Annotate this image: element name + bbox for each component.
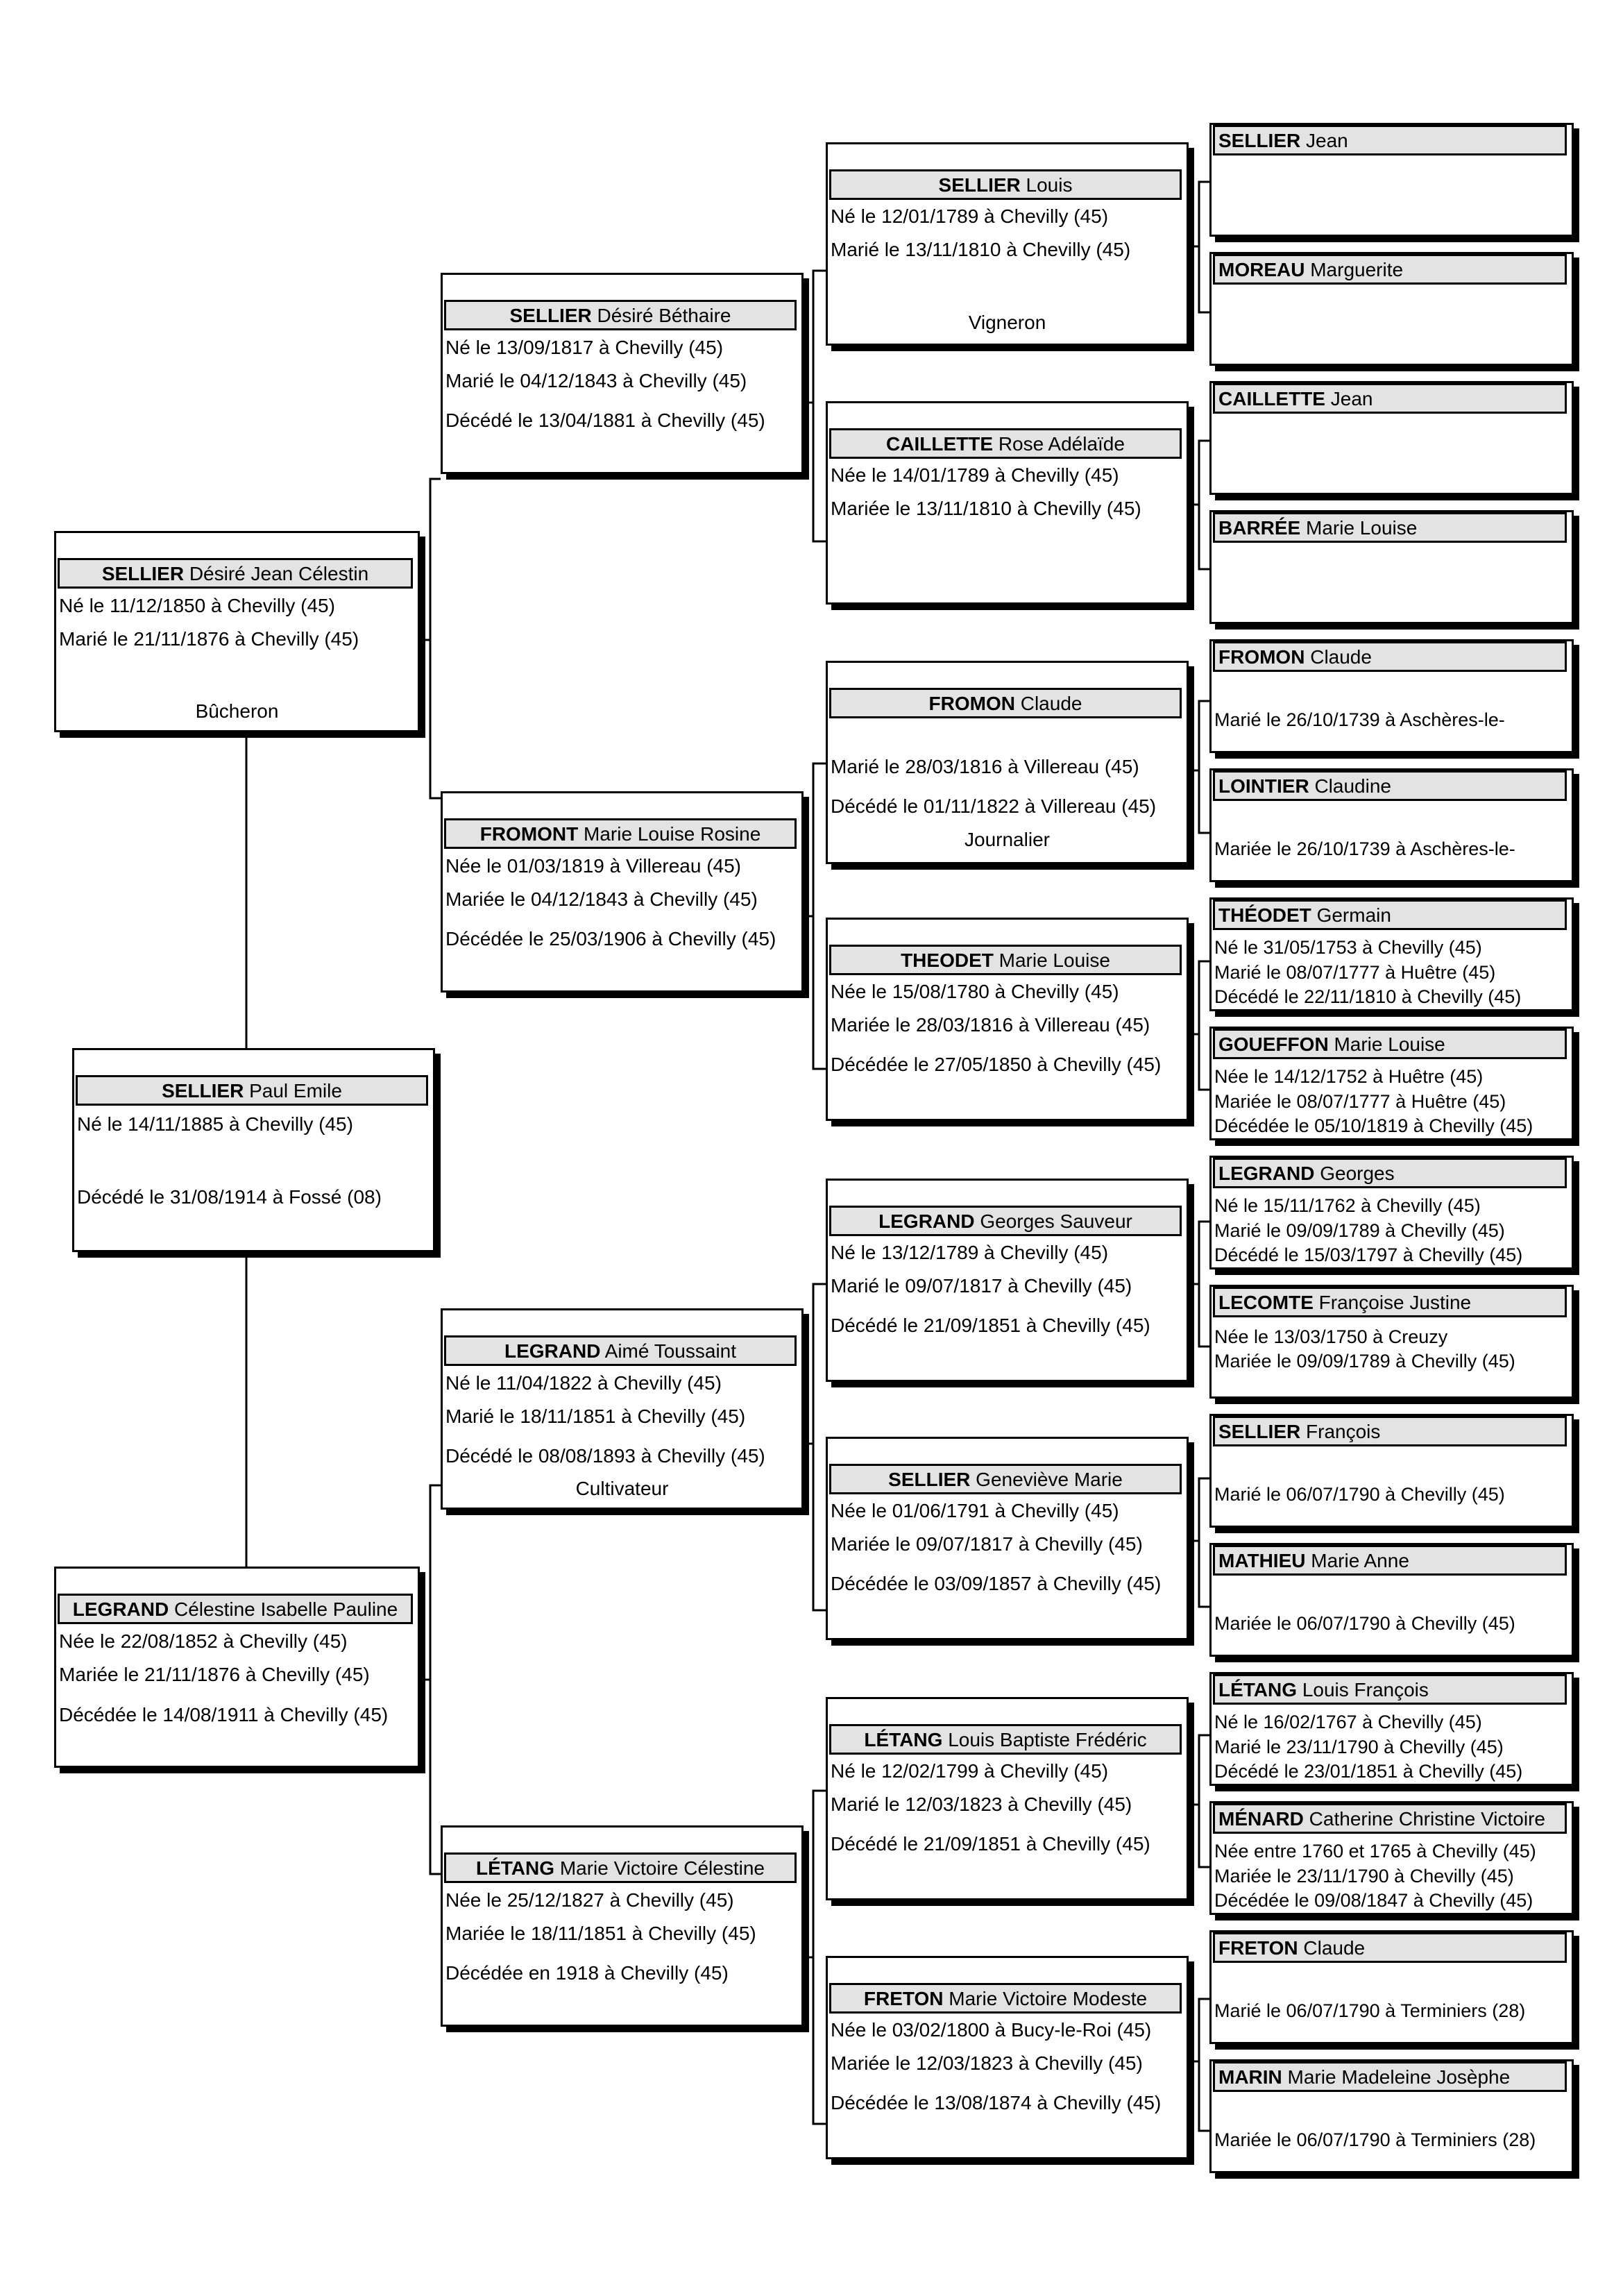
person-box-gen4[interactable]: [826, 1179, 1189, 1382]
marriage-line: Marié le 08/07/1777 à Huêtre (45): [1214, 962, 1496, 983]
birth-line: Né le 31/05/1753 à Chevilly (45): [1214, 937, 1482, 958]
connector-line: [420, 1485, 441, 1874]
death-line: Décédé le 13/04/1881 à Chevilly (45): [445, 410, 765, 431]
person-box-gen5[interactable]: [1209, 639, 1574, 753]
death-line: Décédé le 23/01/1851 à Chevilly (45): [1214, 1761, 1523, 1782]
birth-line: Née le 01/03/1819 à Villereau (45): [445, 855, 742, 877]
person-box-gen3[interactable]: [441, 791, 804, 993]
marriage-line: Marié le 12/03/1823 à Chevilly (45): [831, 1793, 1132, 1815]
marriage-line: Mariée le 04/12/1843 à Chevilly (45): [445, 888, 758, 910]
person-box-gen4[interactable]: [826, 661, 1189, 864]
marriage-line: Mariée le 06/07/1790 à Chevilly (45): [1214, 1613, 1515, 1634]
marriage-line: Mariée le 09/07/1817 à Chevilly (45): [831, 1533, 1143, 1555]
person-name: FROMON Claude: [1213, 641, 1567, 672]
person-box-gen5[interactable]: [1209, 1027, 1574, 1140]
person-name: LEGRAND Georges Sauveur: [829, 1206, 1182, 1236]
birth-line: Né le 13/12/1789 à Chevilly (45): [831, 1242, 1109, 1263]
person-name: FROMONT Marie Louise Rosine: [444, 818, 797, 849]
connector-line: [805, 1791, 826, 2124]
person-name: MATHIEU Marie Anne: [1213, 1545, 1567, 1576]
connector-line: [805, 763, 826, 1069]
person-name: LÉTANG Louis Baptiste Frédéric: [829, 1724, 1182, 1755]
person-name: FROMON Claude: [829, 688, 1182, 718]
death-line: Décédée le 14/08/1911 à Chevilly (45): [59, 1704, 389, 1725]
person-box-gen4[interactable]: [826, 142, 1189, 346]
marriage-line: Mariée le 13/11/1810 à Chevilly (45): [831, 498, 1141, 519]
occupation-line: Journalier: [965, 829, 1050, 850]
connector-line: [1190, 1222, 1209, 1347]
connector-line: [1190, 961, 1209, 1090]
death-line: Décédé le 22/11/1810 à Chevilly (45): [1214, 986, 1522, 1007]
marriage-line: Marié le 13/11/1810 à Chevilly (45): [831, 239, 1131, 260]
marriage-line: Marié le 21/11/1876 à Chevilly (45): [59, 628, 359, 650]
connector-line: [1190, 1735, 1209, 1867]
person-name: LEGRAND Aimé Toussaint: [444, 1335, 797, 1366]
marriage-line: Marié le 23/11/1790 à Chevilly (45): [1214, 1737, 1504, 1757]
person-box-gen4[interactable]: [826, 401, 1189, 605]
person-box-gen5[interactable]: [1209, 1156, 1574, 1269]
person-name: LÉTANG Marie Victoire Célestine: [444, 1852, 797, 1883]
birth-line: Née le 13/03/1750 à Creuzy: [1214, 1326, 1448, 1347]
person-name: SELLIER François: [1213, 1416, 1567, 1446]
birth-line: Né le 14/11/1885 à Chevilly (45): [77, 1113, 353, 1135]
marriage-line: Mariée le 26/10/1739 à Aschères-le-: [1214, 838, 1515, 859]
birth-line: Né le 12/02/1799 à Chevilly (45): [831, 1760, 1109, 1782]
marriage-line: Marié le 09/07/1817 à Chevilly (45): [831, 1275, 1132, 1297]
birth-line: Née le 14/12/1752 à Huêtre (45): [1214, 1066, 1484, 1087]
person-name: LEGRAND Georges: [1213, 1158, 1567, 1188]
death-line: Décédé le 08/08/1893 à Chevilly (45): [445, 1445, 765, 1467]
person-name: BARRÉE Marie Louise: [1213, 512, 1567, 543]
marriage-line: Mariée le 21/11/1876 à Chevilly (45): [59, 1664, 370, 1685]
marriage-line: Mariée le 18/11/1851 à Chevilly (45): [445, 1923, 756, 1944]
connector-line: [1190, 1478, 1209, 1607]
occupation-line: Bûcheron: [195, 700, 279, 722]
person-name: SELLIER Paul Emile: [76, 1075, 428, 1106]
person-name: SELLIER Geneviève Marie: [829, 1464, 1182, 1494]
birth-line: Née le 15/08/1780 à Chevilly (45): [831, 981, 1119, 1002]
connector-line: [420, 479, 441, 798]
birth-line: Née le 22/08/1852 à Chevilly (45): [59, 1630, 348, 1652]
death-line: Décédé le 31/08/1914 à Fossé (08): [77, 1186, 382, 1208]
birth-line: Née le 03/02/1800 à Bucy-le-Roi (45): [831, 2019, 1152, 2041]
birth-line: Né le 12/01/1789 à Chevilly (45): [831, 205, 1109, 227]
person-box-gen5[interactable]: [1209, 510, 1574, 624]
person-box-root[interactable]: [72, 1048, 435, 1252]
marriage-line: Mariée le 09/09/1789 à Chevilly (45): [1214, 1351, 1515, 1371]
person-name: LEGRAND Célestine Isabelle Pauline: [58, 1594, 413, 1624]
occupation-line: Cultivateur: [575, 1478, 669, 1499]
marriage-line: Marié le 26/10/1739 à Aschères-le-: [1214, 709, 1505, 730]
person-box-father[interactable]: [54, 531, 420, 732]
death-line: Décédée le 03/09/1857 à Chevilly (45): [831, 1573, 1162, 1594]
death-line: Décédé le 01/11/1822 à Villereau (45): [831, 795, 1157, 817]
person-box-gen5[interactable]: [1209, 123, 1574, 237]
marriage-line: Mariée le 28/03/1816 à Villereau (45): [831, 1014, 1150, 1036]
person-box-gen4[interactable]: [826, 918, 1189, 1121]
person-box-gen5[interactable]: [1209, 1672, 1574, 1786]
person-box-gen5[interactable]: [1209, 2059, 1574, 2173]
birth-line: Né le 16/02/1767 à Chevilly (45): [1214, 1712, 1482, 1732]
connector-line: [1190, 701, 1209, 833]
marriage-line: Mariée le 06/07/1790 à Terminiers (28): [1214, 2129, 1536, 2150]
person-box-gen5[interactable]: [1209, 1801, 1574, 1915]
marriage-line: Marié le 18/11/1851 à Chevilly (45): [445, 1406, 746, 1427]
person-name: MOREAU Marguerite: [1213, 254, 1567, 285]
birth-line: Née entre 1760 et 1765 à Chevilly (45): [1214, 1841, 1536, 1862]
person-name: MARIN Marie Madeleine Josèphe: [1213, 2061, 1567, 2092]
marriage-line: Mariée le 23/11/1790 à Chevilly (45): [1214, 1866, 1514, 1886]
connector-line: [805, 1284, 826, 1610]
person-name: THEODET Marie Louise: [829, 945, 1182, 975]
person-name: CAILLETTE Jean: [1213, 383, 1567, 414]
person-name: SELLIER Jean: [1213, 125, 1567, 155]
person-name: THÉODET Germain: [1213, 900, 1567, 930]
birth-line: Née le 25/12/1827 à Chevilly (45): [445, 1889, 734, 1911]
person-name: FRETON Claude: [1213, 1932, 1567, 1963]
death-line: Décédée le 13/08/1874 à Chevilly (45): [831, 2092, 1162, 2113]
person-box-gen5[interactable]: [1209, 1930, 1574, 2044]
birth-line: Né le 13/09/1817 à Chevilly (45): [445, 337, 724, 358]
person-box-gen3[interactable]: [441, 1308, 804, 1510]
person-name: LÉTANG Louis François: [1213, 1674, 1567, 1705]
marriage-line: Marié le 06/07/1790 à Terminiers (28): [1214, 2000, 1526, 2021]
person-name: CAILLETTE Rose Adélaïde: [829, 428, 1182, 459]
connector-line: [805, 271, 826, 541]
person-box-gen4[interactable]: [826, 1956, 1189, 2159]
connector-line: [1190, 182, 1209, 312]
person-name: LECOMTE Françoise Justine: [1213, 1287, 1567, 1317]
marriage-line: Marié le 28/03/1816 à Villereau (45): [831, 756, 1139, 777]
person-box-gen5[interactable]: [1209, 1285, 1574, 1399]
birth-line: Né le 15/11/1762 à Chevilly (45): [1214, 1195, 1481, 1216]
person-name: FRETON Marie Victoire Modeste: [829, 1983, 1182, 2014]
death-line: Décédé le 21/09/1851 à Chevilly (45): [831, 1833, 1150, 1855]
death-line: Décédé le 15/03/1797 à Chevilly (45): [1214, 1244, 1523, 1265]
death-line: Décédée le 09/08/1847 à Chevilly (45): [1214, 1890, 1533, 1911]
person-name: SELLIER Désiré Béthaire: [444, 300, 797, 330]
birth-line: Née le 14/01/1789 à Chevilly (45): [831, 464, 1119, 486]
person-box-gen4[interactable]: [826, 1697, 1189, 1900]
marriage-line: Mariée le 12/03/1823 à Chevilly (45): [831, 2052, 1143, 2074]
person-box-gen4[interactable]: [826, 1437, 1189, 1640]
connector-line: [1190, 441, 1209, 569]
occupation-line: Vigneron: [968, 312, 1046, 333]
person-box-gen3[interactable]: [441, 273, 804, 474]
person-box-gen5[interactable]: [1209, 381, 1574, 495]
marriage-line: Marié le 09/09/1789 à Chevilly (45): [1214, 1220, 1505, 1241]
marriage-line: Marié le 04/12/1843 à Chevilly (45): [445, 370, 747, 391]
person-box-gen5[interactable]: [1209, 1543, 1574, 1657]
person-box-gen5[interactable]: [1209, 1414, 1574, 1528]
death-line: Décédé le 21/09/1851 à Chevilly (45): [831, 1315, 1150, 1336]
person-box-mother[interactable]: [54, 1567, 420, 1768]
person-box-gen5[interactable]: [1209, 768, 1574, 882]
person-box-gen5[interactable]: [1209, 252, 1574, 366]
person-name: GOUEFFON Marie Louise: [1213, 1029, 1567, 1059]
person-name: SELLIER Désiré Jean Célestin: [58, 558, 413, 589]
person-box-gen5[interactable]: [1209, 897, 1574, 1011]
birth-line: Née le 01/06/1791 à Chevilly (45): [831, 1500, 1119, 1521]
death-line: Décédée le 25/03/1906 à Chevilly (45): [445, 928, 776, 949]
marriage-line: Mariée le 08/07/1777 à Huêtre (45): [1214, 1091, 1506, 1112]
birth-line: Né le 11/12/1850 à Chevilly (45): [59, 595, 335, 616]
person-box-gen3[interactable]: [441, 1825, 804, 2027]
person-name: SELLIER Louis: [829, 169, 1182, 200]
person-name: LOINTIER Claudine: [1213, 770, 1567, 801]
birth-line: Né le 11/04/1822 à Chevilly (45): [445, 1372, 722, 1394]
person-name: MÉNARD Catherine Christine Victoire: [1213, 1803, 1567, 1834]
death-line: Décédée en 1918 à Chevilly (45): [445, 1962, 729, 1984]
death-line: Décédée le 27/05/1850 à Chevilly (45): [831, 1054, 1162, 1075]
death-line: Décédée le 05/10/1819 à Chevilly (45): [1214, 1115, 1533, 1136]
connector-line: [1190, 1999, 1209, 2131]
marriage-line: Marié le 06/07/1790 à Chevilly (45): [1214, 1484, 1505, 1505]
